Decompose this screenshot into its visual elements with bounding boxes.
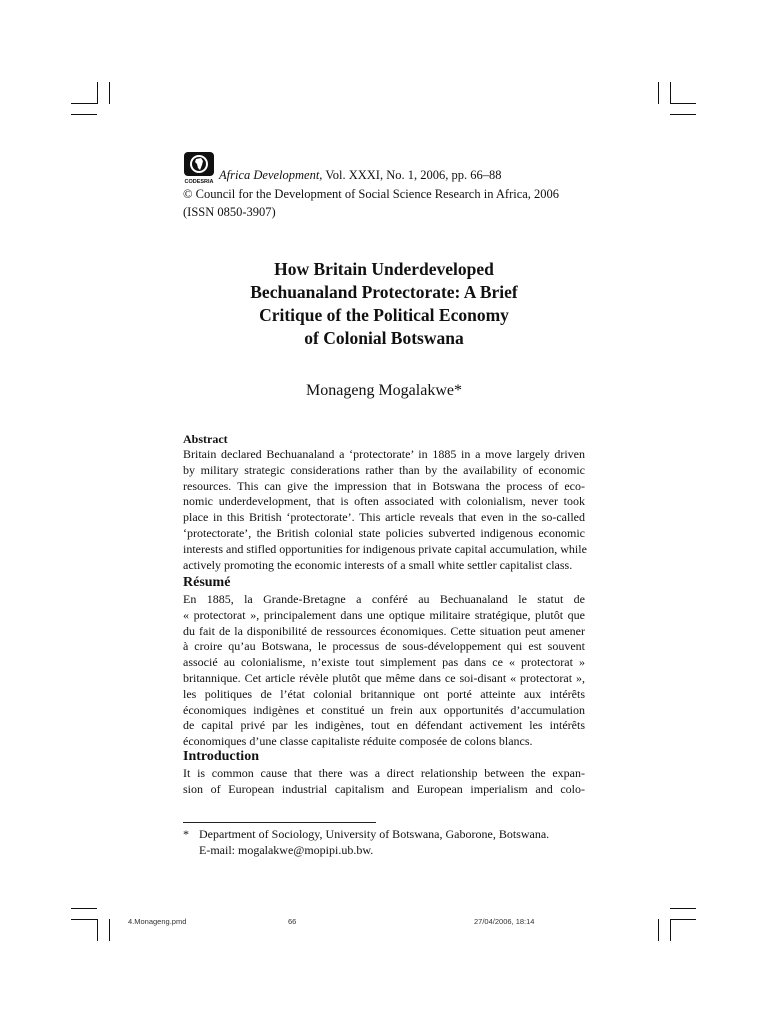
resume-line: de capital privé par les indigènes, tout en défendant activement les intérêts (183, 718, 585, 733)
title-line: of Colonial Botswana (304, 328, 464, 348)
slug-datetime: 27/04/2006, 18:14 (474, 917, 535, 926)
abstract-line: place in this British ‘protectorate’. This article reveals that even in the so-called (183, 510, 585, 525)
title-line: Bechuanaland Protectorate: A Brief (250, 282, 518, 302)
svg-text:CODESRIA: CODESRIA (184, 179, 214, 185)
abstract-line: Britain declared Bechuanaland a ‘protectorate’ in 1885 in a move largely driven (183, 447, 585, 461)
footnote-affiliation: Department of Sociology, University of Botswana, Gaborone, Botswana. (199, 827, 550, 841)
slug-filename: 4.Monageng.pmd (128, 917, 187, 926)
title-line: How Britain Underdeveloped (274, 259, 494, 279)
abstract-line: by military strategic considerations rather than by the availability of economic (183, 462, 585, 477)
footnote-rule (183, 822, 376, 823)
citation-line (219, 166, 502, 184)
abstract-line: nomic underdevelopment, that is often associated with colonialism, never took (183, 494, 585, 509)
abstract-section (183, 432, 585, 573)
introduction-heading: Introduction (183, 749, 259, 764)
resume-line: du fait de la disponibilité de ressources économiques. Cette situation peut amener (183, 623, 585, 638)
resume-line: économiques indigènes et constitué un frein aux opportunités d’accumulation (183, 702, 585, 717)
introduction-line: It is common cause that there was a direct relationship between the expan- (183, 766, 585, 780)
abstract-heading: Abstract (183, 432, 228, 446)
codesria-logo (183, 151, 215, 185)
abstract-line: interests and stifled opportunities for indigenous private capital accumulation, while (183, 541, 587, 556)
abstract-line: resources. This can give the impression that in Botswana the process of eco- (183, 478, 585, 493)
abstract-line: actively promoting the economic interests of a small white settler capitalist class. (183, 557, 573, 572)
volume-info: Vol. XXXI, No. 1, 2006, pp. 66–88 (322, 168, 502, 182)
abstract-line: ‘protectorate’, the British colonial state policies subverted indigenous economic (183, 525, 585, 540)
resume-line: économiques d’une classe capitaliste réduite composée de colons blancs. (183, 734, 533, 749)
resume-line: En 1885, la Grande-Bretagne a conféré au Bechuanaland le statut de (183, 592, 585, 606)
footnote-email: E-mail: mogalakwe@mopipi.ub.bw. (199, 843, 374, 857)
resume-section (183, 574, 585, 750)
article-title (170, 258, 598, 350)
author-name: Monageng Mogalakwe* (306, 382, 462, 399)
resume-line: britannique. Cet article révèle plutôt que même dans ce soi-disant « protectorat », (183, 670, 585, 685)
issn-line: (ISSN 0850-3907) (183, 205, 276, 219)
resume-line: associé au colonialisme, n’existe tout simplement pas dans ce « protectorat » (183, 655, 585, 670)
resume-line: les politiques de l’état colonial britannique ont porté atteinte aux intérêts (183, 686, 585, 701)
title-line: Critique of the Political Economy (259, 305, 509, 325)
resume-heading: Résumé (183, 575, 231, 590)
journal-name: Africa Development, (219, 168, 323, 182)
copyright-line: © Council for the Development of Social Science Research in Africa, 2006 (183, 187, 560, 201)
introduction-line: sion of European industrial capitalism and European imperialism and colo- (183, 781, 585, 796)
footnote-marker: * (183, 827, 189, 841)
introduction-section (183, 748, 585, 798)
resume-line: « protectorat », principalement dans une optique militaire stratégique, plutôt que (183, 607, 585, 622)
resume-line: à croire qu’au Botswana, le processus de sous-développement qui est souvent (183, 639, 585, 654)
slug-page-number: 66 (288, 917, 297, 926)
